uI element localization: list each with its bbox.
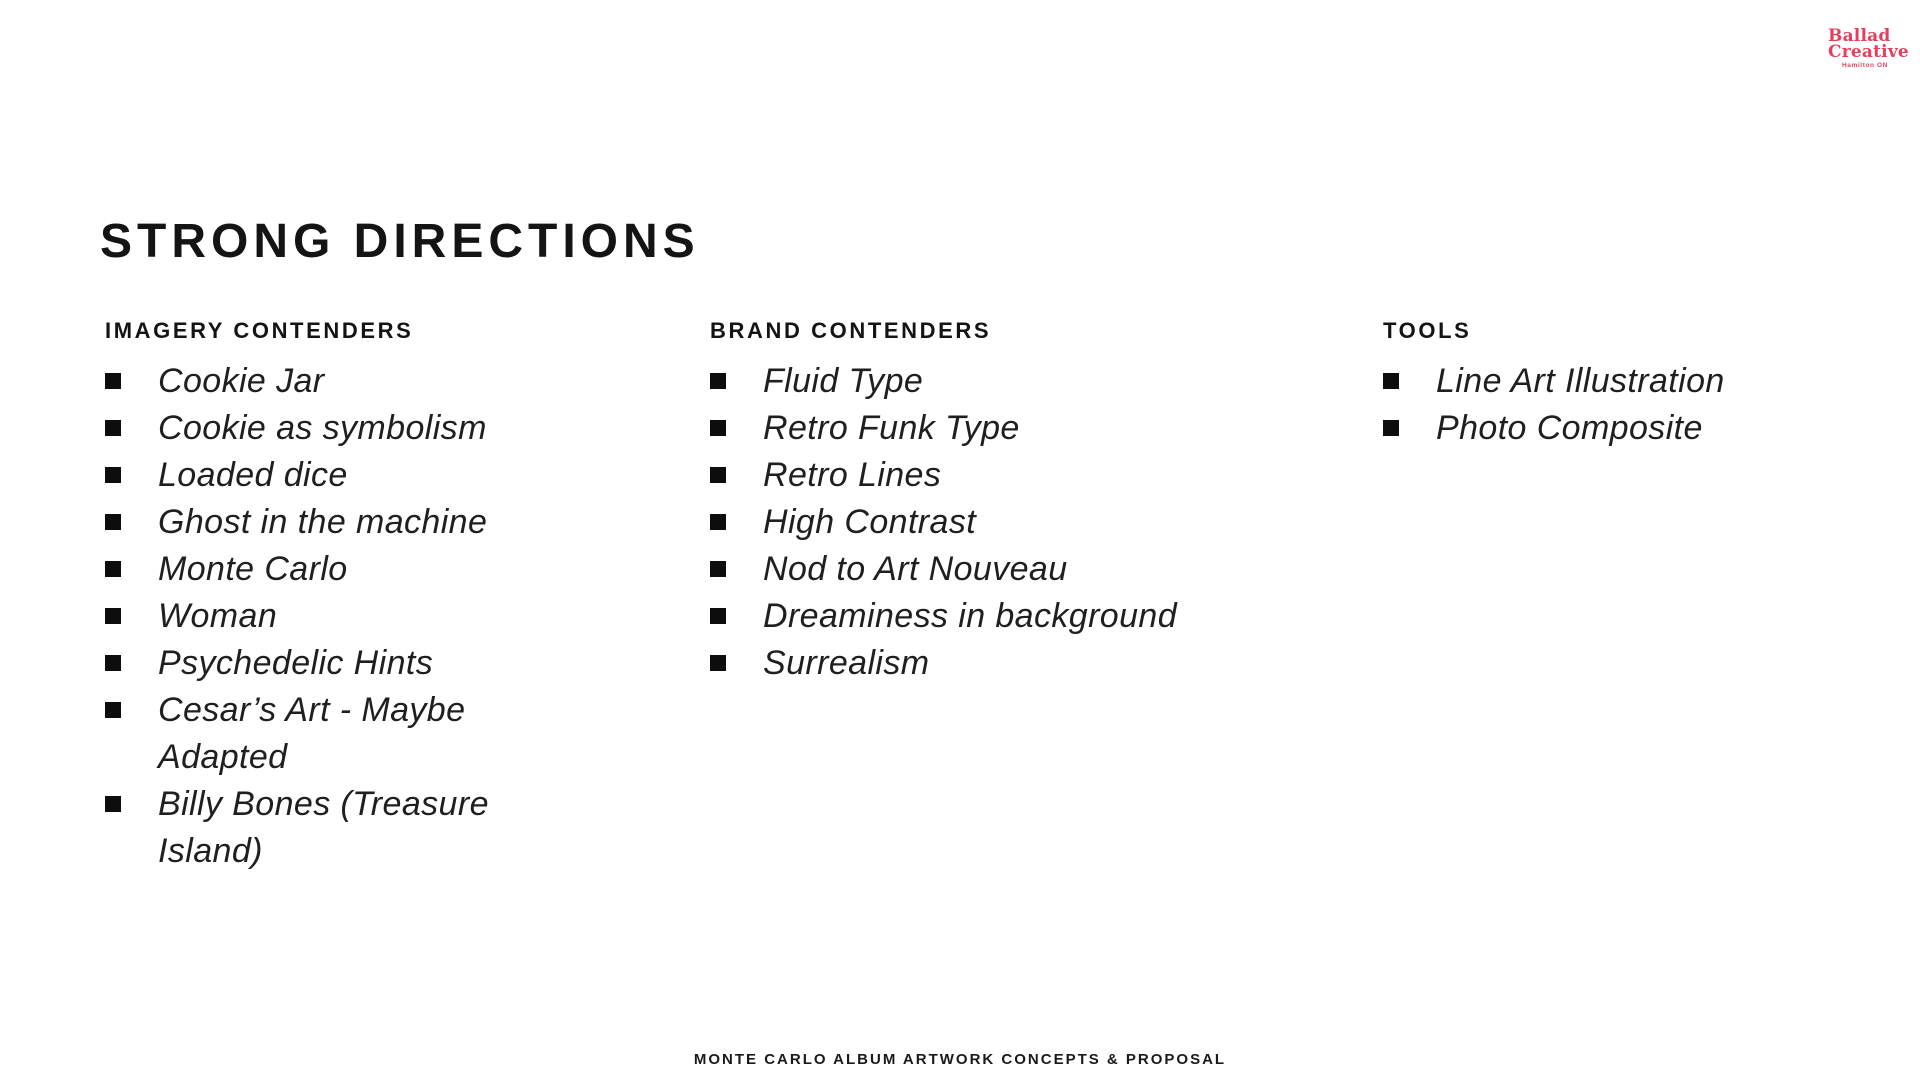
list-item-label: Ghost in the machine (158, 503, 488, 541)
square-bullet-icon (710, 608, 726, 624)
list-item (710, 452, 1285, 499)
square-bullet-icon (1383, 373, 1399, 389)
list-item-label: Photo Composite (1436, 409, 1703, 447)
list-item (710, 358, 1285, 405)
square-bullet-icon (1383, 420, 1399, 436)
list-item (710, 640, 1285, 687)
bullet-list (1383, 358, 1863, 452)
bullet-list (105, 358, 560, 875)
list-item (105, 593, 560, 640)
list-item-label: Billy Bones (Treasure Island) (158, 785, 489, 870)
list-item (105, 358, 560, 405)
list-item-label: Nod to Art Nouveau (763, 550, 1068, 588)
list-item-label: High Contrast (763, 503, 977, 541)
list-item (105, 546, 560, 593)
list-item-label: Fluid Type (763, 362, 924, 400)
list-item-label: Woman (158, 597, 278, 635)
square-bullet-icon (710, 655, 726, 671)
square-bullet-icon (710, 561, 726, 577)
list-item (710, 593, 1285, 640)
list-item-label: Line Art Illustration (1436, 362, 1725, 400)
list-item (105, 781, 560, 875)
square-bullet-icon (710, 373, 726, 389)
list-item-label: Psychedelic Hints (158, 644, 434, 682)
list-item-label: Dreaminess in background (763, 597, 1178, 635)
square-bullet-icon (105, 702, 121, 718)
list-item-label: Cookie Jar (158, 362, 325, 400)
page-title: STRONG DIRECTIONS (100, 215, 700, 268)
square-bullet-icon (105, 373, 121, 389)
list-item-label: Cookie as symbolism (158, 409, 487, 447)
square-bullet-icon (105, 467, 121, 483)
list-item (105, 687, 560, 781)
brand-logo (1828, 26, 1909, 70)
square-bullet-icon (710, 420, 726, 436)
list-item-label: Cesar’s Art - Maybe Adapted (158, 691, 466, 776)
column-imagery-contenders (105, 320, 560, 875)
column-brand-contenders (710, 320, 1285, 687)
square-bullet-icon (105, 514, 121, 530)
brand-logo-line1: Ballad (1828, 26, 1891, 46)
list-item (1383, 405, 1863, 452)
square-bullet-icon (105, 608, 121, 624)
square-bullet-icon (105, 420, 121, 436)
list-item (710, 546, 1285, 593)
list-item (105, 499, 560, 546)
brand-logo-tagline: Hamilton ON (1842, 62, 1888, 69)
column-tools (1383, 320, 1863, 452)
list-item-label: Retro Lines (763, 456, 942, 494)
footer-caption: MONTE CARLO ALBUM ARTWORK CONCEPTS & PROPOSAL (693, 1051, 1227, 1068)
list-item (710, 405, 1285, 452)
list-item (105, 405, 560, 452)
column-header: IMAGERY CONTENDERS (105, 318, 414, 343)
bullet-list (710, 358, 1285, 687)
column-header: BRAND CONTENDERS (710, 318, 992, 343)
square-bullet-icon (710, 514, 726, 530)
square-bullet-icon (105, 561, 121, 577)
list-item-label: Loaded dice (158, 456, 348, 494)
list-item-label: Retro Funk Type (763, 409, 1020, 447)
list-item (1383, 358, 1863, 405)
list-item (710, 499, 1285, 546)
list-item-label: Surrealism (763, 644, 930, 682)
list-item (105, 452, 560, 499)
square-bullet-icon (710, 467, 726, 483)
brand-logo-line2: Creative (1828, 42, 1909, 62)
list-item-label: Monte Carlo (158, 550, 348, 588)
square-bullet-icon (105, 796, 121, 812)
list-item (105, 640, 560, 687)
column-header: TOOLS (1383, 318, 1472, 343)
square-bullet-icon (105, 655, 121, 671)
